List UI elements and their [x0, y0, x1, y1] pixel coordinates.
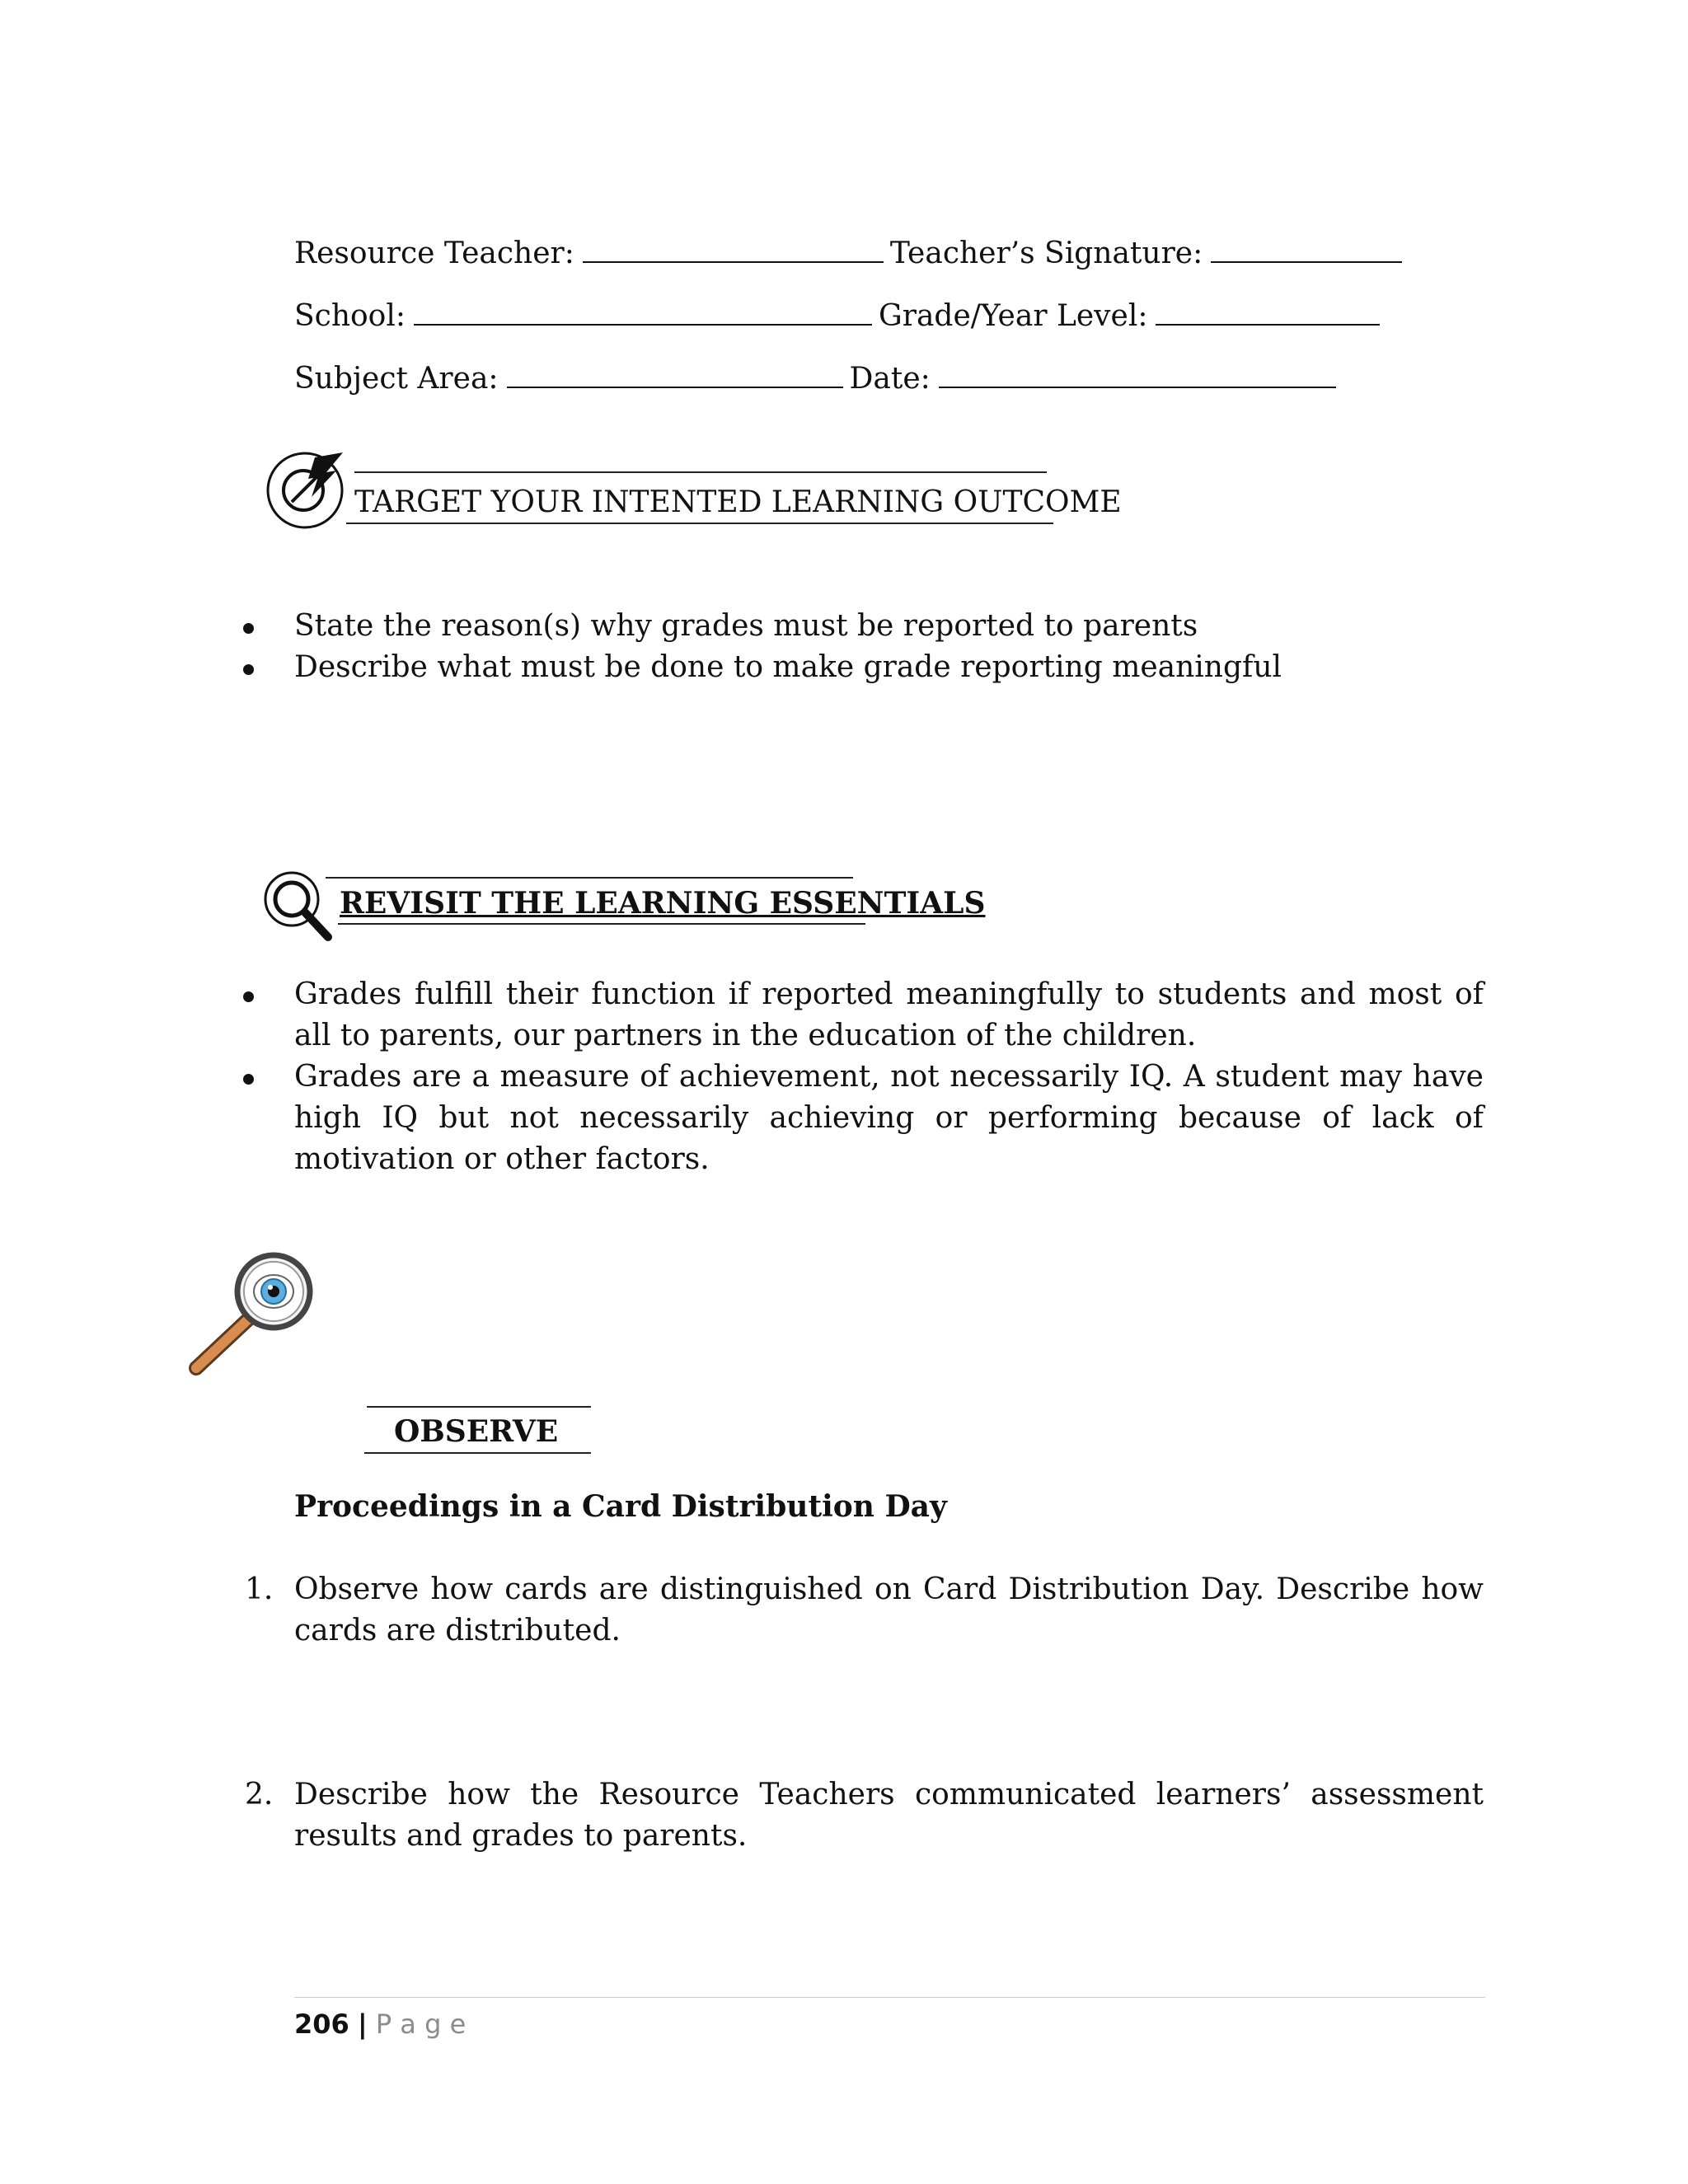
bullet-icon	[243, 1074, 254, 1085]
list-item: Grades fulfill their function if reported meaningfully to students and most of all to parents, our partners in the education of the children.	[235, 974, 1484, 1057]
observe-title-overline	[367, 1406, 591, 1408]
list-item: State the reason(s) why grades must be reported to parents	[235, 606, 1484, 647]
target-title-overline	[354, 471, 1047, 473]
revisit-title-underline	[338, 923, 865, 925]
grade-label: Grade/Year Level:	[879, 299, 1148, 333]
magnifier-icon	[262, 869, 336, 944]
date-blank[interactable]	[939, 362, 1336, 388]
target-icon	[264, 449, 354, 532]
signature-label: Teacher’s Signature:	[889, 237, 1203, 270]
field-row-subject	[294, 361, 1343, 397]
list-item: Grades are a measure of achievement, not necessarily IQ. A student may have high IQ but not necessarily achieving or performing because of lack of motivation or other factors.	[235, 1057, 1484, 1180]
revisit-title-overline	[326, 877, 853, 879]
page-label: P a g e	[375, 2008, 467, 2040]
eye-magnifier-icon	[181, 1232, 313, 1389]
signature-blank[interactable]	[1211, 237, 1402, 263]
resource-teacher-blank[interactable]	[583, 237, 884, 263]
list-item: Describe what must be done to make grade reporting meaningful	[235, 647, 1484, 688]
school-label: School:	[294, 299, 406, 333]
subject-blank[interactable]	[507, 362, 843, 388]
observe-item-1: 1. Observe how cards are distinguished on Card Distribution Day. Describe how cards are distributed.	[245, 1572, 1484, 1647]
revisit-section-title: REVISIT THE LEARNING ESSENTIALS	[340, 886, 986, 921]
date-label: Date:	[849, 362, 931, 396]
field-row-teacher	[294, 236, 1409, 272]
footer-rule	[294, 1997, 1485, 1998]
school-blank[interactable]	[414, 299, 872, 326]
bullet-icon	[243, 991, 254, 1002]
page-number: 206	[294, 2008, 349, 2040]
page-footer	[294, 2006, 466, 2042]
target-section-title: TARGET YOUR INTENTED LEARNING OUTCOME	[354, 485, 1122, 519]
observe-item-2: 2. Describe how the Resource Teachers communicated learners’ assessment results and grades to parents.	[245, 1778, 1484, 1853]
bullet-icon	[243, 623, 254, 634]
target-outcomes-list	[235, 606, 1484, 688]
observe-subtitle: Proceedings in a Card Distribution Day	[294, 1489, 947, 1524]
bullet-icon	[243, 664, 254, 675]
subject-label: Subject Area:	[294, 362, 499, 396]
target-title-underline	[346, 523, 1053, 524]
field-row-school	[294, 298, 1386, 335]
observe-section-title: OBSERVE	[394, 1414, 559, 1449]
resource-teacher-label: Resource Teacher:	[294, 237, 574, 270]
grade-blank[interactable]	[1156, 299, 1380, 326]
observe-title-underline	[364, 1452, 591, 1454]
learning-essentials-list	[235, 974, 1484, 1180]
footer-separator: |	[357, 2008, 368, 2040]
